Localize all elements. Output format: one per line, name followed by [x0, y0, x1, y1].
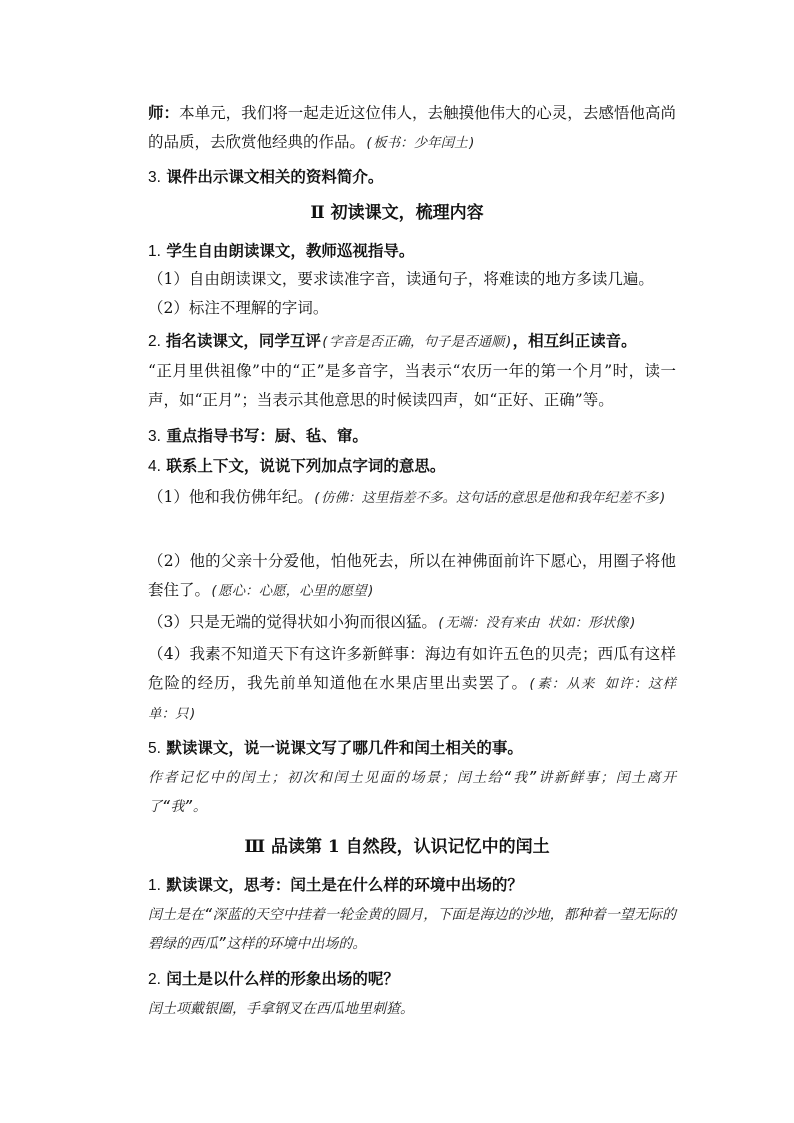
item-text: 闰土是以什么样的形象出场的呢？ — [166, 969, 399, 988]
item-3-2 — [118, 964, 676, 994]
item-2-1 — [118, 236, 676, 266]
sub-item-text: （2）他的父亲十分爱他，怕他死去，所以在神佛面前许下愿心，用圈子将他套住了。 — [148, 552, 676, 599]
sub-item-text: （1）他和我仿佛年纪。 — [148, 488, 313, 506]
item-number: 4. — [148, 458, 161, 475]
item-text: 重点指导书写：厨、毡、窜。 — [166, 426, 368, 445]
item-number: 2. — [148, 971, 161, 988]
polyphone-paragraph: “正月里供祖像”中的“正”是多音字，当表示“农历一年的第一个月”时，读一声，如“正月”；当表示其他意思的时候读四声，如“正好、正确”等。 — [148, 362, 676, 409]
item-text: 默读课文，思考：闰土是在什么样的环境中出场的？ — [166, 875, 523, 894]
sub-item-2-4b — [118, 547, 676, 606]
step-3 — [118, 162, 676, 192]
item-number: 1. — [148, 877, 161, 894]
item-text: 学生自由朗读课文，教师巡视指导。 — [166, 241, 415, 260]
step-text: 课件出示课文相关的资料简介。 — [166, 167, 384, 186]
section-heading-3: Ⅲ 品读第 1 自然段，认识记忆中的闰土 — [244, 837, 550, 857]
intro-note: (板书：少年闰土) — [365, 135, 476, 151]
sub-item-note: (仿佛：这里指差不多。这句话的意思是他和我年纪差不多) — [312, 490, 667, 506]
sub-item-2-1a: （1）自由朗读课文，要求读准字音，读通句子，将难读的地方多读几遍。 — [148, 270, 654, 288]
item-tail: ，相互纠正读音。 — [512, 331, 637, 350]
sub-item-2-4c — [118, 608, 676, 638]
intro-paragraph — [118, 98, 676, 158]
answer-3-2: 闰土项戴银圈，手拿钢叉在西瓜地里刺猹。 — [148, 1001, 414, 1017]
item-3-1 — [118, 870, 676, 900]
answer-3-1: 闰土是在“深蓝的天空中挂着一轮金黄的圆月，下面是海边的沙地，都种着一望无际的碧绿的西瓜”这样的环境中出场的。 — [148, 907, 676, 952]
item-text: 指名读课文，同学互评 — [165, 331, 321, 350]
item-2-5 — [118, 733, 676, 763]
item-number: 5. — [148, 740, 161, 757]
item-text: 联系上下文，说说下列加点字词的意思。 — [166, 456, 446, 475]
item-2-3 — [118, 421, 676, 451]
section-heading-2: Ⅱ 初读课文，梳理内容 — [310, 203, 484, 223]
sub-item-text: （4）我素不知道天下有这许多新鲜事：海边有如许五色的贝壳；西瓜有这样危险的经历，我先前单知道他在水果店里出卖罢了。 — [148, 645, 676, 692]
sub-item-2-4a — [118, 483, 676, 513]
sub-item-2-1b: （2）标注不理解的字词。 — [148, 299, 329, 317]
answer-2-5: 作者记忆中的闰土；初次和闰土见面的场景；闰土给“我”讲新鲜事；闰土离开了“我”。 — [148, 770, 676, 815]
step-number: 3. — [148, 169, 161, 186]
item-text: 默读课文，说一说课文写了哪几件和闰土相关的事。 — [166, 738, 523, 757]
item-2-2 — [118, 326, 676, 357]
item-2-4 — [118, 451, 676, 481]
sub-item-text: （3）只是无端的觉得状如小狗而很凶猛。 — [148, 613, 437, 631]
item-number: 1. — [148, 243, 161, 260]
speaker-label: 师： — [148, 103, 180, 122]
sub-item-2-4d — [118, 640, 676, 729]
item-number: 2. — [148, 333, 161, 350]
item-note: (字音是否正确，句子是否通顺) — [320, 334, 513, 350]
sub-item-note: (无端：没有来由 状如：形状像) — [436, 615, 637, 631]
sub-item-note: (愿心：心愿，心里的愿望) — [210, 583, 375, 599]
intro-text: 本单元，我们将一起走近这位伟人，去触摸他伟大的心灵，去感悟他高尚的品质，去欣赏他经典的作品。 — [148, 104, 676, 151]
sub-item-note: (素：从来 如许：这样 单：只) — [148, 676, 676, 722]
item-number: 3. — [148, 428, 161, 445]
